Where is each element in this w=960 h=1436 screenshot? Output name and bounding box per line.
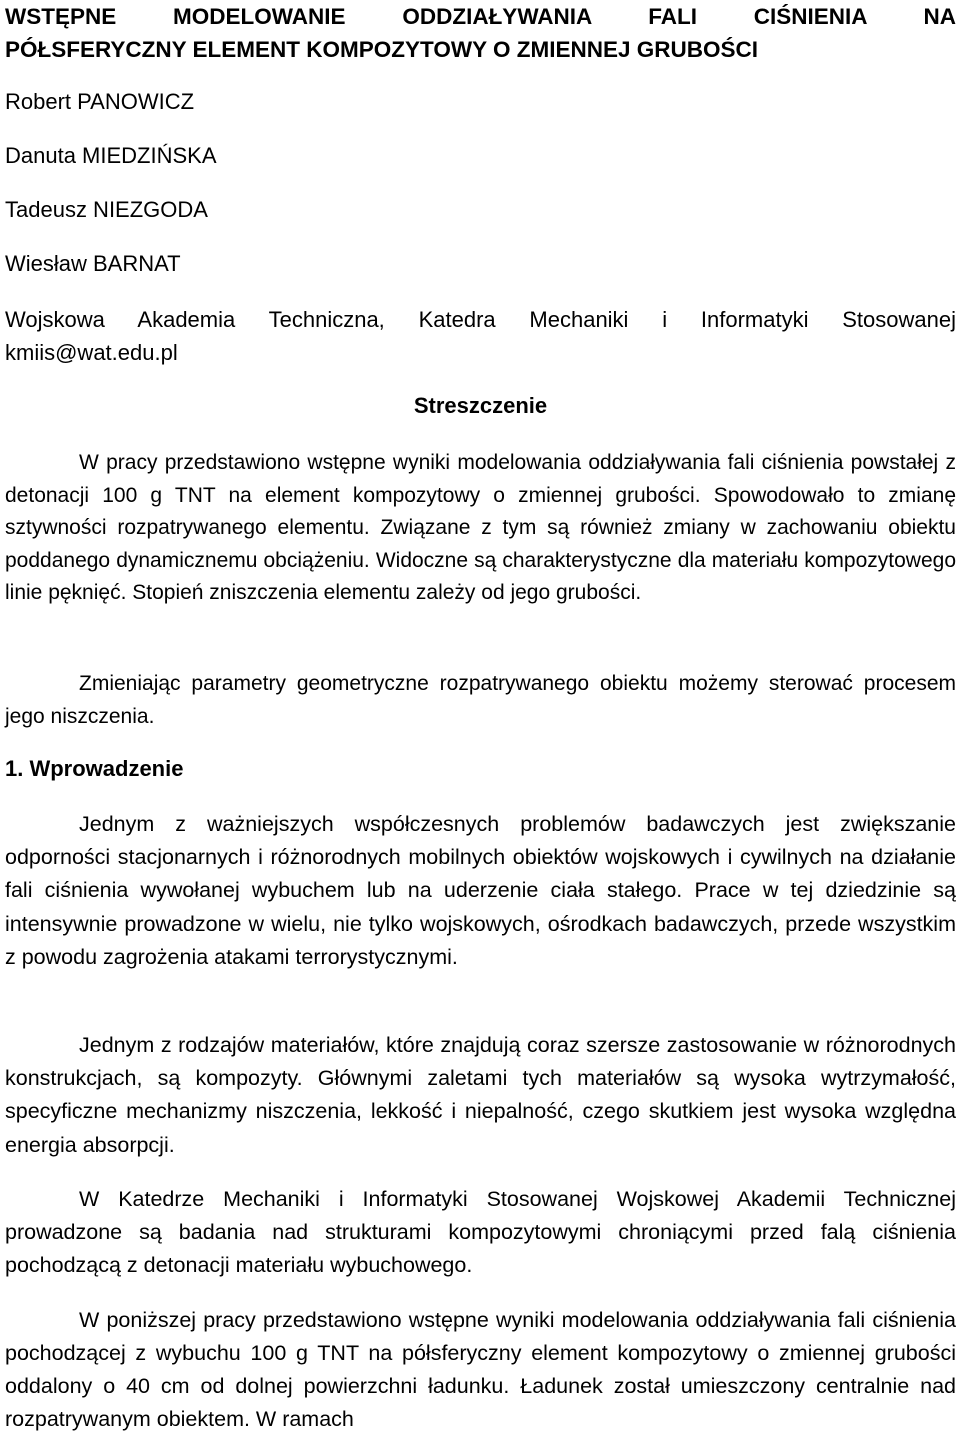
section-1-paragraph-4: W poniższej pracy przedstawiono wstępne wyniki modelowania oddziaływania fali ciśnienia pochodzącej z wybuchu 100 g TNT na półsferyczny element kompozytowy o zmiennej grubości oddalony o 40 cm od dolnej powierzchni ładunku. Ładunek został umieszczony centralnie nad rozpatrywanym obiektem. W ramach bbox=[5, 1308, 956, 1431]
abstract-paragraph-2: Zmieniając parametry geometryczne rozpatrywanego obiektu możemy sterować procesem jego niszczenia. bbox=[5, 672, 956, 728]
affiliation: Wojskowa Akademia Techniczna, Katedra Mechaniki i Informatyki Stosowanej bbox=[5, 307, 956, 332]
contact-email: kmiis@wat.edu.pl bbox=[5, 340, 178, 365]
abstract-heading: Streszczenie bbox=[413, 393, 548, 418]
author-1: Robert PANOWICZ bbox=[5, 89, 195, 114]
paper-title-line-1: WSTĘPNE MODELOWANIE ODDZIAŁYWANIA FALI CIŚNIENIA NA bbox=[5, 4, 956, 29]
paper-title bbox=[5, 0, 956, 66]
author-3: Tadeusz NIEZGODA bbox=[5, 197, 208, 222]
author-4: Wiesław BARNAT bbox=[5, 251, 181, 276]
section-1-paragraph-1: Jednym z ważniejszych współczesnych problemów badawczych jest zwiększanie odporności stacjonarnych i różnorodnych mobilnych obiektów wojskowych i cywilnych na działanie fali ciśnienia wywołanej wybuchem lub na uderzenie ciała stałego. Prace w tej dziedzinie są intensywnie prowadzone w wielu, nie tylko wojskowych, ośrodkach badawczych, przede wszystkim z powodu zagrożenia atakami terrorystycznymi. bbox=[5, 812, 956, 969]
paper-title-line-2: PÓŁSFERYCZNY ELEMENT KOMPOZYTOWY O ZMIENNEJ GRUBOŚCI bbox=[5, 37, 758, 62]
abstract-paragraph-1: W pracy przedstawiono wstępne wyniki modelowania oddziaływania fali ciśnienia powstałej z detonacji 100 g TNT na element kompozytowy o zmiennej grubości. Spowodowało to zmianę sztywności rozpatrywanego elementu. Związane z tym są również zmiany w zachowaniu obiektu poddanego dynamicznemu obciążeniu. Widoczne są charakterystyczne dla materiału kompozytowego linie pęknięć. Stopień zniszczenia elementu zależy od jego grubości. bbox=[5, 451, 956, 604]
section-1-heading: 1. Wprowadzenie bbox=[5, 756, 184, 781]
author-2: Danuta MIEDZIŃSKA bbox=[5, 143, 217, 168]
section-1-paragraph-3: W Katedrze Mechaniki i Informatyki Stosowanej Wojskowej Akademii Technicznej prowadzone są badania nad strukturami kompozytowymi chroniącymi przed falą ciśnienia pochodzącą z detonacji materiału wybuchowego. bbox=[5, 1187, 956, 1278]
section-1-paragraph-2: Jednym z rodzajów materiałów, które znajdują coraz szersze zastosowanie w różnorodnych konstrukcjach, są kompozyty. Głównymi zaletami tych materiałów są wysoka wytrzymałość, specyficzne mechanizmy niszczenia, lekkość i niepalność, czego skutkiem jest wysoka względna energia absorpcji. bbox=[5, 1033, 956, 1157]
